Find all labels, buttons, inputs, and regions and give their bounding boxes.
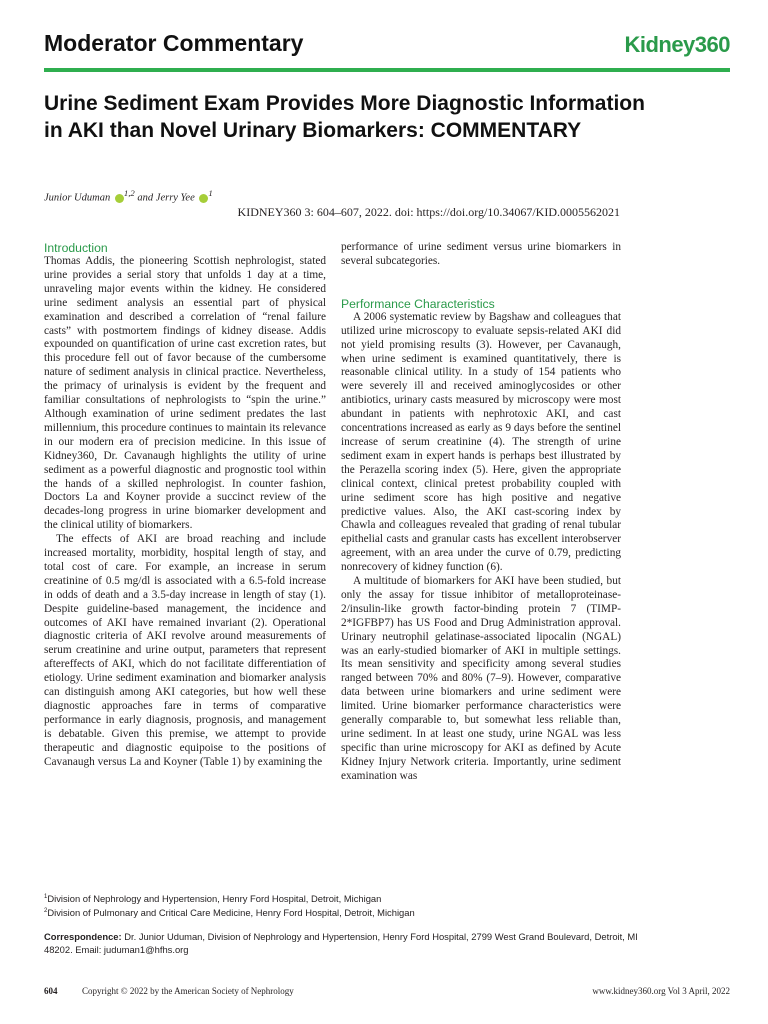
citation-line[interactable]: KIDNEY360 3: 604–607, 2022. doi: https://doi.org/10.34067/KID.0005562021	[237, 205, 620, 219]
paragraph: The effects of AKI are broad reaching and include increased mortality, morbidity, hospital length of stay, and total cost of care. For example, an increase in serum creatinine of 0.5 mg/dl is associated with a 6.5-fold increase in odds of death and a 3.5-day increase in length of stay (1). Despite guideline-based management, the incidence and outcomes of AKI have remained invariant (2). Operational diagnostic criteria of AKI revolve around measurements of serum creatinine and urine output, parameters that represent aftereffects of AKI, which do not facilitate differentiation of etiology. Urine sediment examination and biomarker analysis can distinguish among AKI categories, but how well these diagnostic approaches fare in terms of comparative performance in early diagnosis, prognosis, and management is debatable. Given this premise, we attempt to provide therapeutic and diagnostic equipoise to the positions of Cavanaugh versus La and Koyner (Table 1) by examining the	[44, 533, 326, 768]
author-name: Jerry Yee	[155, 192, 195, 204]
page-number: 604	[44, 986, 58, 996]
section-heading-performance: Performance Characteristics	[341, 296, 495, 311]
copyright: Copyright © 2022 by the American Society of Nephrology	[82, 986, 294, 996]
paragraph: A 2006 systematic review by Bagshaw and colleagues that utilized urine microscopy to evaluate sepsis-related AKI did not yield promising results (3). However, per Cavanaugh, when urine sediment is examined quantitatively, there is reasonable clinical utility. In a study of 154 patients who were severely ill and received aminoglycosides or other antibiotics, urinary casts measured by microscopy were most abundant in patients with nephrotoxic AKI, and cast concentrations increased as early as 9 days before the sentinel increase of serum creatinine (4). The strength of urine sediment exam in expert hands is perhaps best illustrated by the Perazella scoring index (5). Here, given the appropriate clinical context, clinical pretest probability coupled with urine sediment score has high positive and negative predictive values. Also, the AKI cast-scoring index by Chawla and colleagues revealed that grading of renal tubular epithelial casts and granular casts has excellent interobserver agreement, with an area under the curve of 0.79, predicting nonrecovery of kidney function (6).	[341, 310, 621, 574]
author-affiliation-sup: 1	[208, 188, 213, 198]
author-affiliation-sup: 1,2	[123, 188, 135, 198]
paragraph: performance of urine sediment versus urine biomarkers in several subcategories.	[341, 241, 621, 267]
correspondence	[44, 930, 644, 956]
author-name: Junior Uduman	[44, 192, 111, 204]
paragraph: Thomas Addis, the pioneering Scottish nephrologist, stated urine provides a serial story that unfolds 1 day at a time, unraveling major events within the kidney. He considered urine sediment analysis an essential part of physical examination and described a correlation of “renal failure casts” with postmortem findings of kidney disease. Addis expounded on quantification of urine cast excretion rates, but this procedure fell out of favor because of the cumbersome nature of sediment analysis in clinical practice. Nevertheless, the primacy of urinalysis is evident by the frequent and familiar consultations of nephrologists to “spin the urine.” Although examination of urine sediment predates the last millennium, this procedure continues to maintain its relevance in our modern era of precision medicine. In this issue of Kidney360, Dr. Cavanaugh highlights the utility of urine sediment as a powerful diagnostic and prognostic tool within the hands of a skilled nephrologist. In counter fashion, Doctors La and Koyner provide a succinct review of the decades-long progress in urine biomarker development and the clinical utility of biomarkers.	[44, 255, 326, 532]
journal-logo: Kidney360	[624, 32, 730, 57]
article-title: Urine Sediment Exam Provides More Diagnostic Information in AKI than Novel Urinary Biomarkers: COMMENTARY	[44, 92, 645, 142]
right-column	[341, 241, 621, 784]
affiliation-footnotes	[44, 891, 415, 919]
section-heading-introduction: Introduction	[44, 241, 108, 255]
section-label: Moderator Commentary	[44, 30, 304, 56]
page-footer	[44, 986, 730, 996]
correspondence-text: Dr. Junior Uduman, Division of Nephrology and Hypertension, Henry Ford Hospital, 2799 West Grand Boulevard, Detroit, MI 48202. Email: juduman1@hfhs.org	[44, 931, 638, 955]
paragraph: A multitude of biomarkers for AKI have been studied, but only the assay for tissue inhibitor of metalloproteinase-2/insulin-like growth factor-binding protein 7 (TIMP-2*IGFBP7) has US Food and Drug Administration approval. Urinary neutrophil gelatinase-associated lipocalin (NGAL) was an early-studied biomarker of AKI in multiple settings. Its mean sensitivity and specificity among several studies ranged between 70% and 80% (7–9). However, comparative data between urine biomarkers and urine sediment were limited. Urine biomarker performance characteristics were generally comparable to, but somewhat less reliable than, urine sediment. In at least one study, urine NGAL was less specific than urine microscopy for AKI as defined by Acute Kidney Injury Network criteria. Importantly, urine sediment examination was	[341, 575, 621, 782]
footnote: $^2$Division of Pulmonary and Critical Care Medicine, Henry Ford Hospital, Detroit, Michigan	[44, 907, 415, 919]
footnote: $^1$Division of Nephrology and Hypertension, Henry Ford Hospital, Detroit, Michigan	[44, 893, 382, 905]
correspondence-label: Correspondence:	[44, 931, 122, 942]
author-line	[44, 188, 213, 204]
header-rule	[44, 68, 730, 72]
left-column	[44, 241, 326, 770]
author-conjunction: and	[137, 192, 154, 204]
journal-footer-info[interactable]: www.kidney360.org Vol 3 April, 2022	[592, 986, 730, 996]
orcid-icon[interactable]	[115, 194, 124, 203]
